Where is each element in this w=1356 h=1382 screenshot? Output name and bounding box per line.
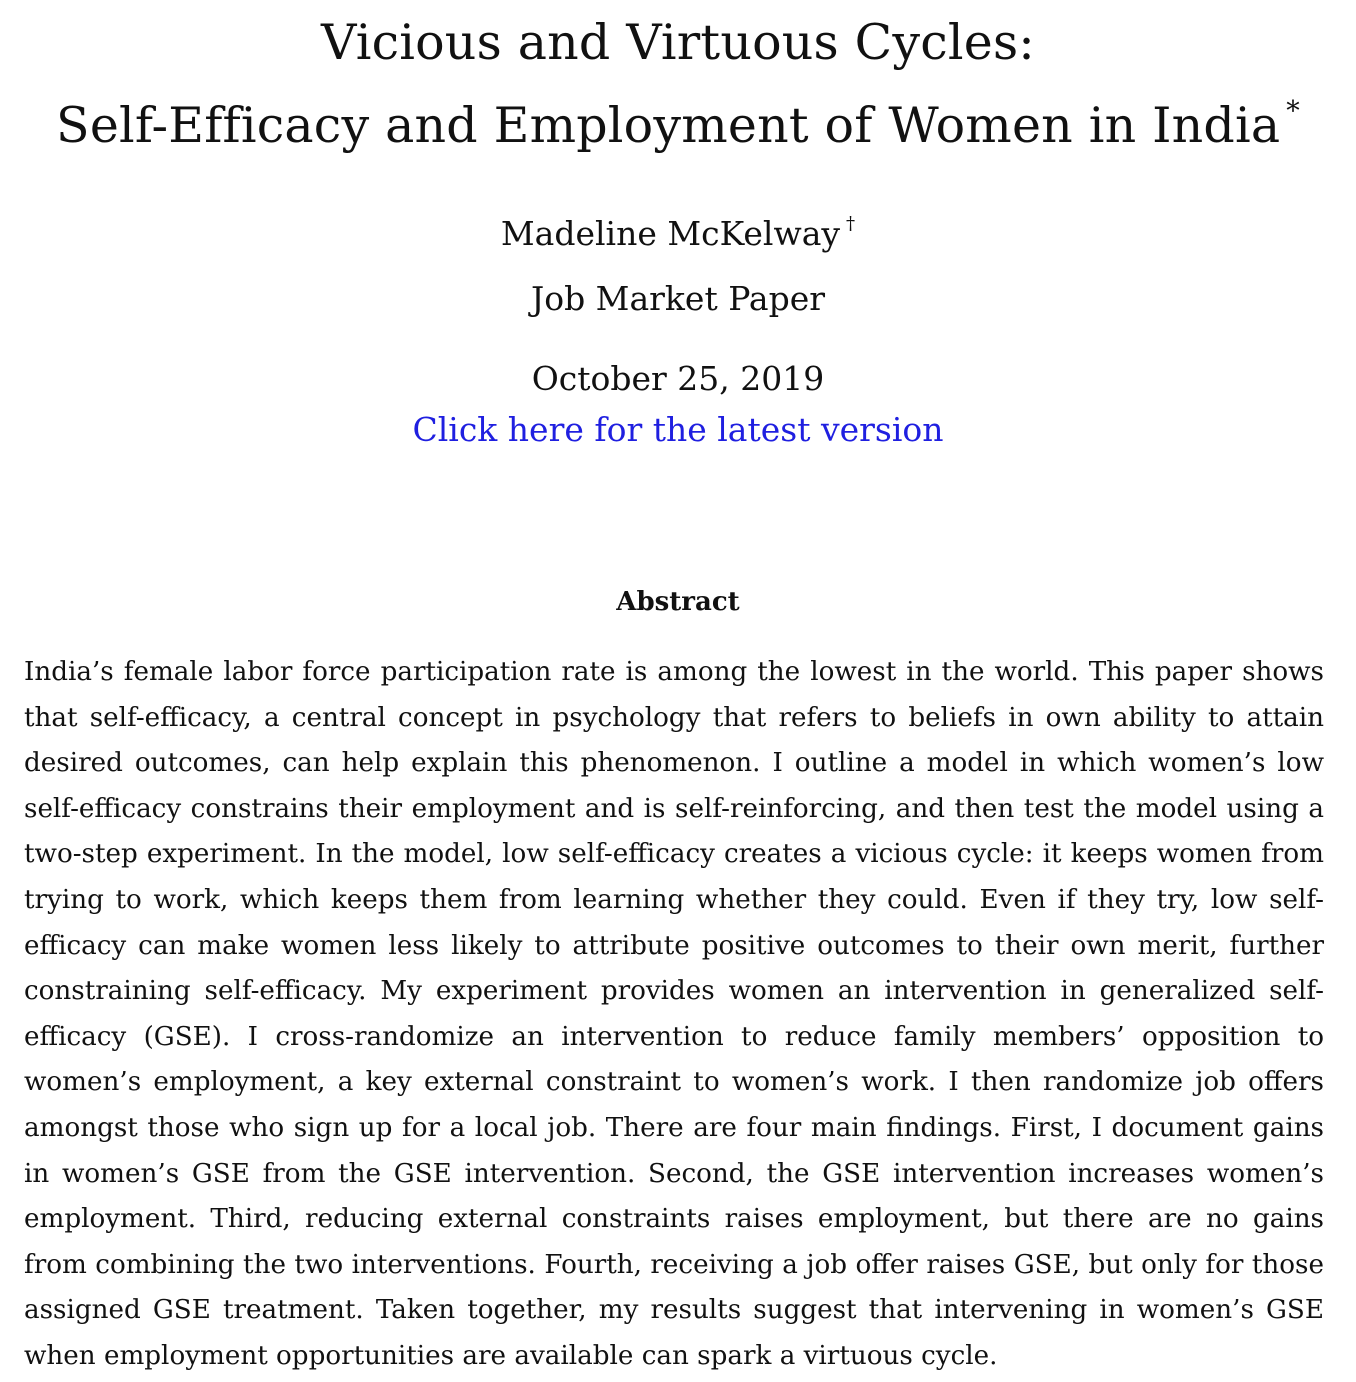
paper-title-line-2 — [0, 96, 1356, 154]
paper-date: October 25, 2019 — [531, 359, 825, 398]
title-footnote-mark[interactable]: * — [1286, 96, 1300, 127]
latest-version-link[interactable]: Click here for the latest version — [412, 410, 944, 449]
paper-title-line-1 — [0, 14, 1356, 71]
title-line-2-text: Self-Efficacy and Employment of Women in India — [56, 97, 1281, 154]
abstract-body: India’s female labor force participation rate is among the lowest in the world. This paper shows that self-efficacy, a central concept in psychology that refers to beliefs in own ability to attain desired outcomes, can help explain this phenomenon. I outline a model in which women’s low self-efficacy constrains their employment and is self-reinforcing, and then test the model using a two-step experiment. In the model, low self-efficacy creates a vicious cycle: it keeps women from trying to work, which keeps them from learning whether they could. Even if they try, low self-efficacy can make women less likely to attribute positive outcomes to their own merit, further constraining self-efficacy. My experiment provides women an intervention in generalized self-efficacy (GSE). I cross-randomize an intervention to reduce family members’ opposition to women’s employment, a key external constraint to women’s work. I then randomize job offers amongst those who sign up for a local job. There are four main findings. First, I document gains in women’s GSE from the GSE intervention. Second, the GSE intervention increases women’s employment. Third, reducing external constraints raises employment, but there are no gains from combining the two interventions. Fourth, receiving a job offer raises GSE, but only for those assigned GSE treatment. Taken together, my results suggest that intervening in women’s GSE when employment opportunities are available can spark a virtuous cycle. — [24, 657, 1324, 1371]
author-line — [0, 213, 1356, 253]
paper-type: Job Market Paper — [530, 279, 826, 318]
author-name: Madeline McKelway — [500, 214, 841, 253]
author-footnote-mark[interactable]: † — [846, 213, 856, 234]
title-line-1-text: Vicious and Virtuous Cycles: — [321, 14, 1035, 71]
abstract-heading: Abstract — [616, 587, 740, 617]
